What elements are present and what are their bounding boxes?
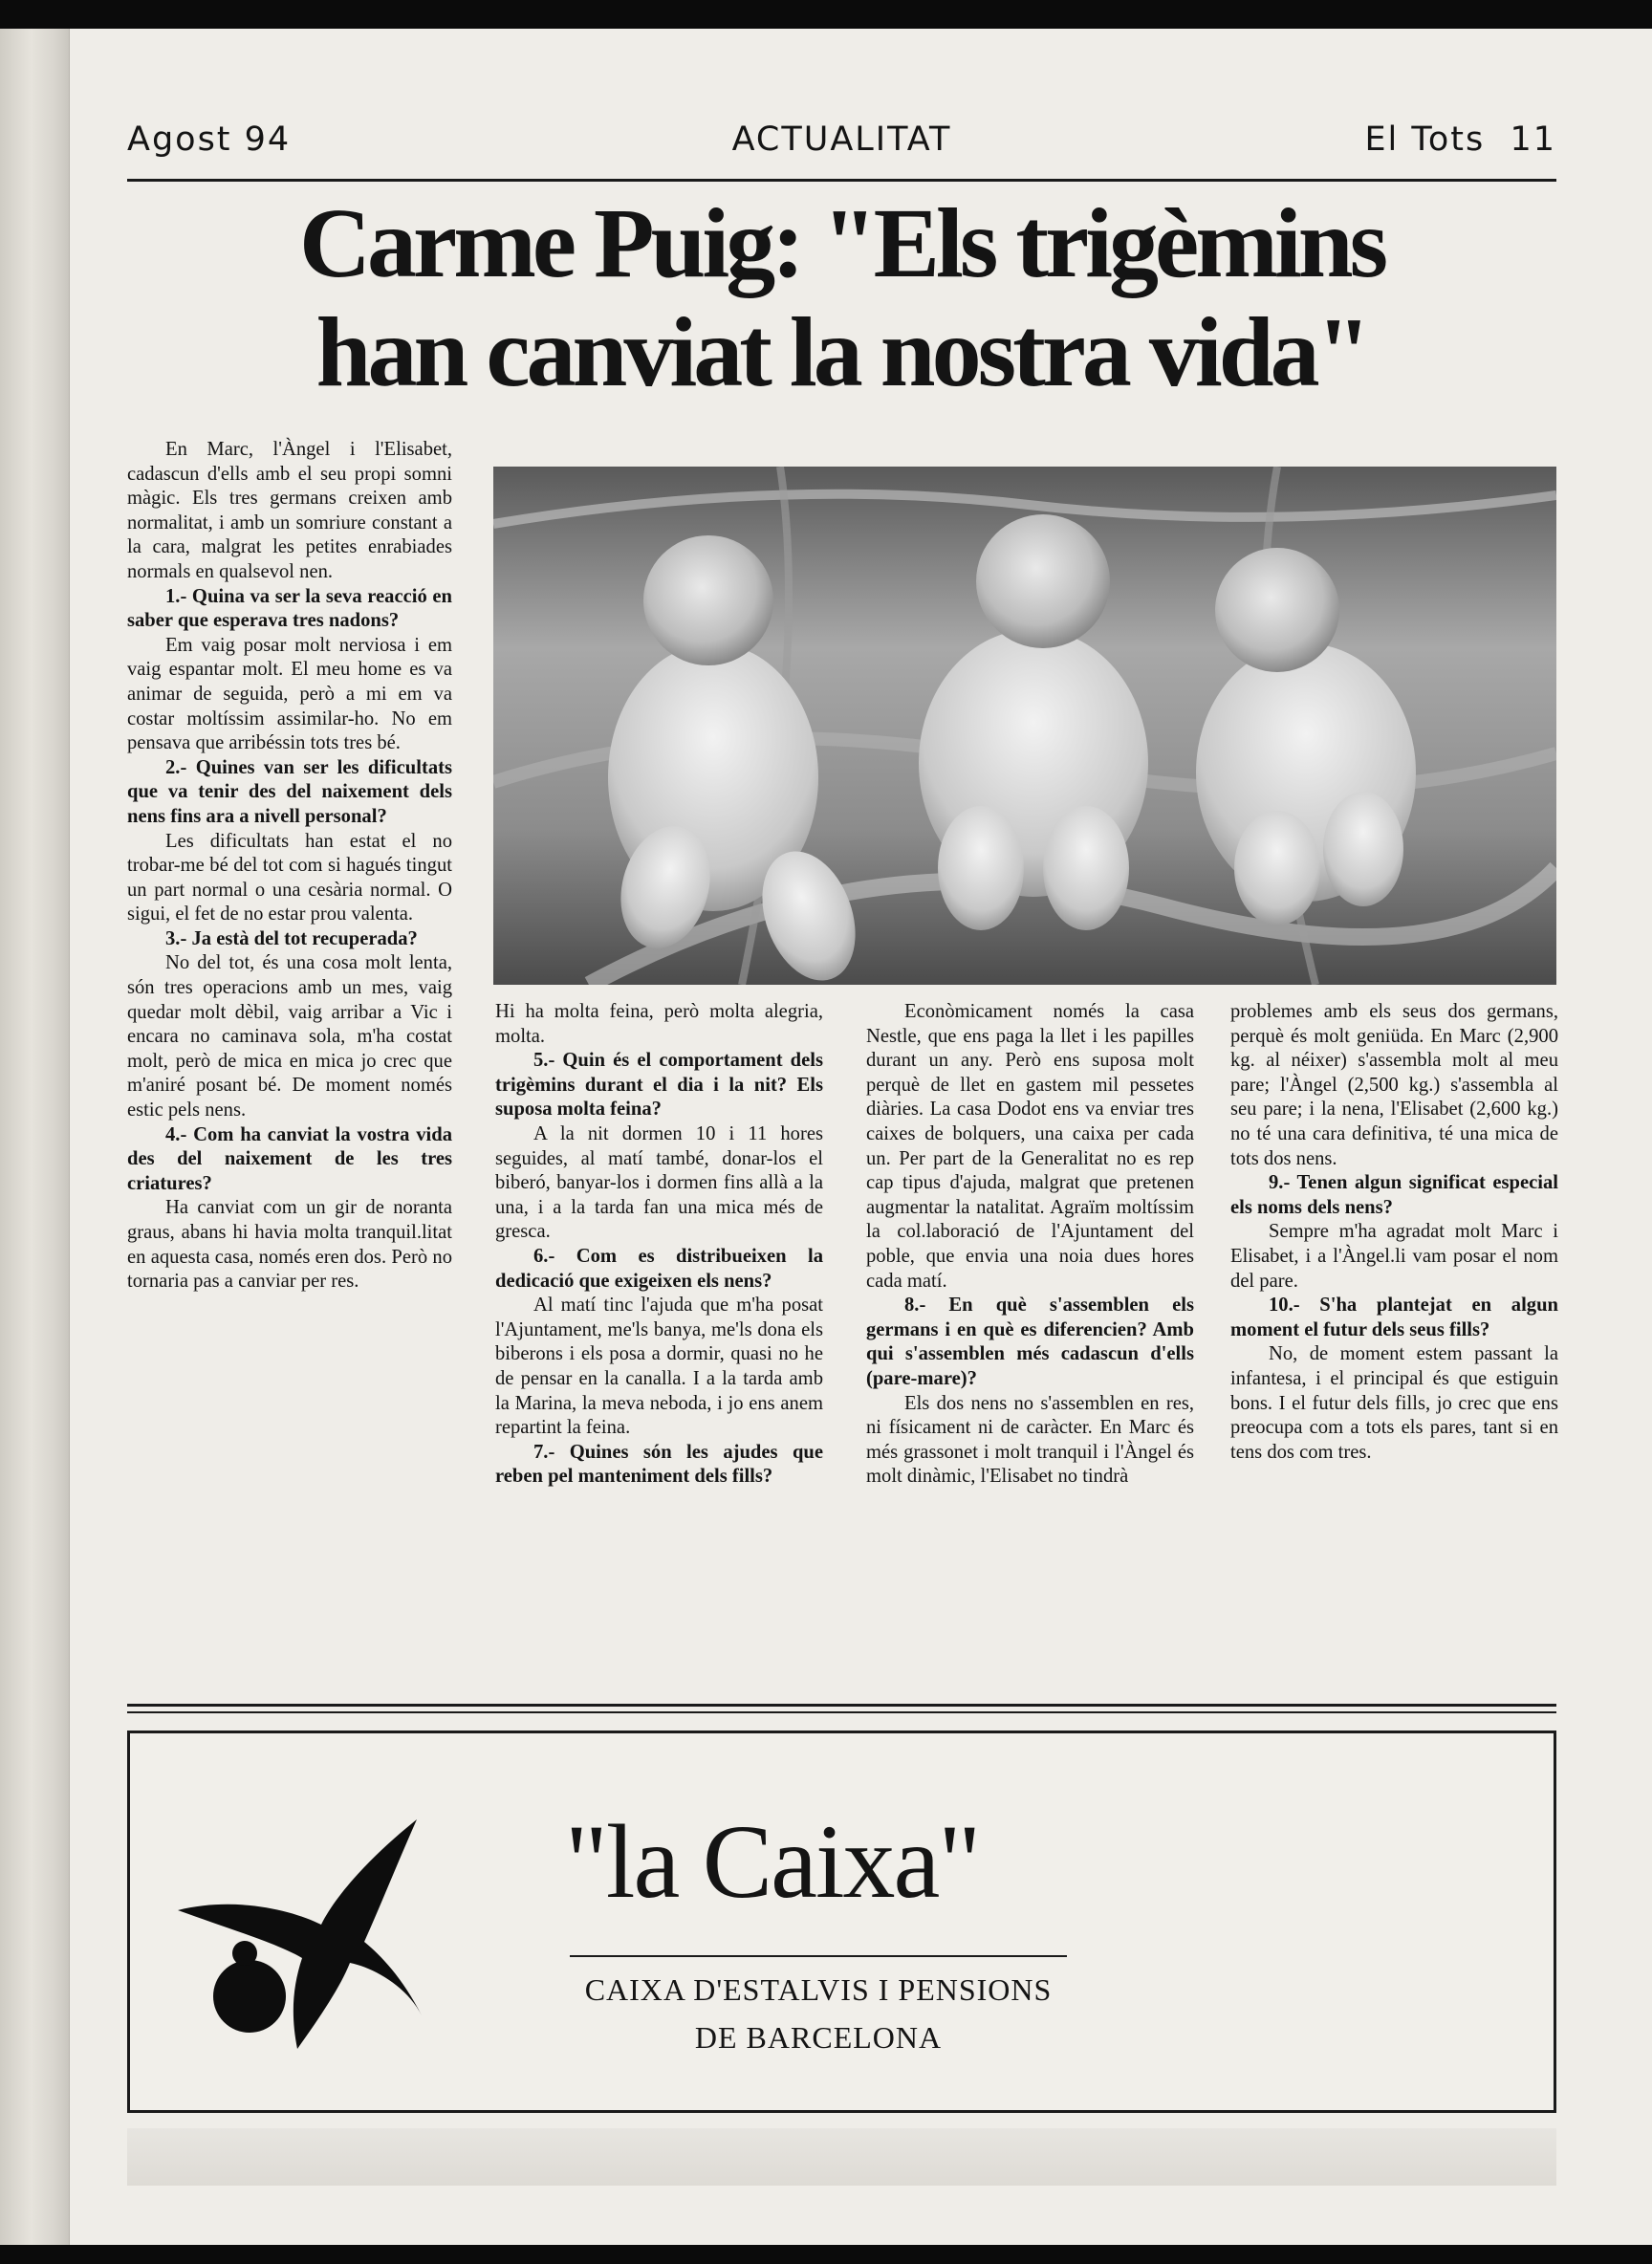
article-paragraph: Econòmicament només la casa Nestle, que ens paga la llet i les papilles durant un any. Però ens suposa molt perquè de llet en gastem mil pessetes diàries. La casa Dodot ens va enviar tres caixes de bolquers, una caixa per cada un. Per part de la Generalitat no es rep cap tipus d'ajuda, malgrat que pretenen augmentar la natalitat. Agraïm moltíssim la col.laboració de l'Ajuntament del poble, que envia una noia dues hores cada matí.	[866, 1001, 1194, 1292]
article-paragraph: Al matí tinc l'ajuda que m'ha posat l'Ajuntament, me'ls banya, me'ls dona els biberons i els posa a dormir, quasi no he de pensar en la canalla. I a la tarda amb la Marina, la meva neboda, i jo ens anem repartint la feina.	[495, 1295, 823, 1439]
header-rule	[127, 179, 1556, 182]
article-column-3	[866, 1000, 1194, 1490]
triplets-photo	[493, 467, 1556, 985]
article-paragraph: No del tot, és una cosa molt lenta, són tres operacions amb un mes, vaig quedar molt dèbil, vaig arribar a Vic i encara no caminava sola, m'ha costat molt, però de mica en mica jo crec que m'aniré posant bé. De moment només estic pels nens.	[127, 952, 452, 1121]
article-paragraph: problemes amb els seus dos germans, perquè és molt geniüda. En Marc (2,900 kg. al néixer) s'assembla molt al meu pare; l'Àngel (2,500 kg.) s'assembla al seu pare; i la nena, l'Elisabet (2,600 kg.) no té una cara definitiva, té una mica de tots dos nens.	[1230, 1001, 1558, 1169]
interview-question: 6.- Com es distribueixen la dedicació que exigeixen els nens?	[495, 1245, 823, 1292]
article-paragraph: En Marc, l'Àngel i l'Elisabet, cadascun d'ells amb el seu propi somni màgic. Els tres germans creixen amb normalitat, i amb un somriure constant a la cara, malgrat les petites enrabiades normals en qualsevol nen.	[127, 439, 452, 582]
article-column-1	[127, 438, 452, 1295]
publication-page-number: El Tots 11	[1364, 120, 1556, 159]
photo-illustration	[493, 467, 1556, 985]
la-caixa-advertisement	[127, 1731, 1556, 2113]
interview-question: 4.- Com ha canviat la vostra vida des del naixement de les tres criatures?	[127, 1123, 452, 1194]
page-spine	[0, 29, 70, 2245]
article-paragraph: A la nit dormen 10 i 11 hores seguides, al matí també, donar-los el biberó, banyar-los i dormen fins allà a la una, i a la tarda fan una mica més de gresca.	[495, 1122, 823, 1243]
interview-question: 10.- S'ha plantejat en algun moment el futur dels seus fills?	[1230, 1295, 1558, 1340]
article-paragraph: Hi ha molta feina, però molta alegria, molta.	[495, 1001, 823, 1047]
magazine-page	[0, 29, 1652, 2245]
interview-question: 5.- Quin és el comportament dels trigèmins durant el dia i la nit? Els suposa molta feina?	[495, 1050, 823, 1121]
article-column-2	[495, 1000, 823, 1490]
article-column-4	[1230, 1000, 1558, 1465]
ad-tagline-line-1: CAIXA D'ESTALVIS I PENSIONS	[584, 1972, 1053, 2007]
ad-rule	[570, 1955, 1067, 1957]
interview-question: 9.- Tenen algun significat especial els noms dels nens?	[1230, 1172, 1558, 1218]
article-headline	[127, 189, 1556, 407]
article-bottom-rule	[127, 1704, 1556, 1707]
headline-line-1: Carme Puig: "Els trigèmins	[298, 188, 1385, 298]
article-paragraph: No, de moment estem passant la infantesa, i el principal és que estiguin bons. I el futur dels fills, jo crec que ens preocupa com a tots els pares, tant si en tens dos com tres.	[1230, 1343, 1558, 1463]
article-paragraph: Ha canviat com un gir de noranta graus, abans hi havia molta tranquil.litat en aquesta casa, només eren dos. Però no tornaria pas a canviar per res.	[127, 1197, 452, 1293]
page-footer-strip	[127, 2128, 1556, 2186]
article-bottom-rule-thin	[127, 1711, 1556, 1713]
article-paragraph: Les dificultats han estat el no trobar-me bé del tot com si hagués tingut un part normal o una cesària normal. O sigui, el fet de no estar prou valenta.	[127, 830, 452, 925]
section-name: ACTUALITAT	[731, 120, 952, 159]
article-paragraph: Em vaig posar molt nerviosa i em vaig espantar molt. El meu home es va animar de seguida, però a mi em va costar moltíssim assimilar-ho. No em pensava que arribéssin tots tres bé.	[127, 634, 452, 754]
ad-tagline-line-2: DE BARCELONA	[694, 2020, 943, 2055]
issue-date: Agost 94	[127, 120, 292, 159]
la-caixa-star-logo-icon	[178, 1819, 426, 2049]
article-paragraph: Sempre m'ha agradat molt Marc i Elisabet, i a l'Àngel.li vam posar el nom del pare.	[1230, 1221, 1558, 1292]
page-header	[127, 103, 1556, 170]
interview-question: 3.- Ja està del tot recuperada?	[165, 927, 418, 949]
interview-question: 1.- Quina va ser la seva reacció en saber que esperava tres nadons?	[127, 585, 452, 632]
interview-question: 7.- Quines són les ajudes que reben pel manteniment dels fills?	[495, 1441, 823, 1488]
interview-question: 8.- En què s'assemblen els germans i en què es diferencien? Amb qui s'assemblen més cadascun d'ells (pare-mare)?	[866, 1295, 1194, 1389]
article-paragraph: Els dos nens no s'assemblen en res, ni físicament ni de caràcter. En Marc és més grassonet i molt tranquil i l'Àngel és molt dinàmic, l'Elisabet no tindrà	[866, 1392, 1194, 1488]
ad-brand-name: "la Caixa"	[565, 1803, 980, 1920]
headline-line-2: han canviat la nostra vida"	[315, 297, 1368, 407]
interview-question: 2.- Quines van ser les dificultats que va tenir des del naixement dels nens fins ara a nivell personal?	[127, 756, 452, 827]
